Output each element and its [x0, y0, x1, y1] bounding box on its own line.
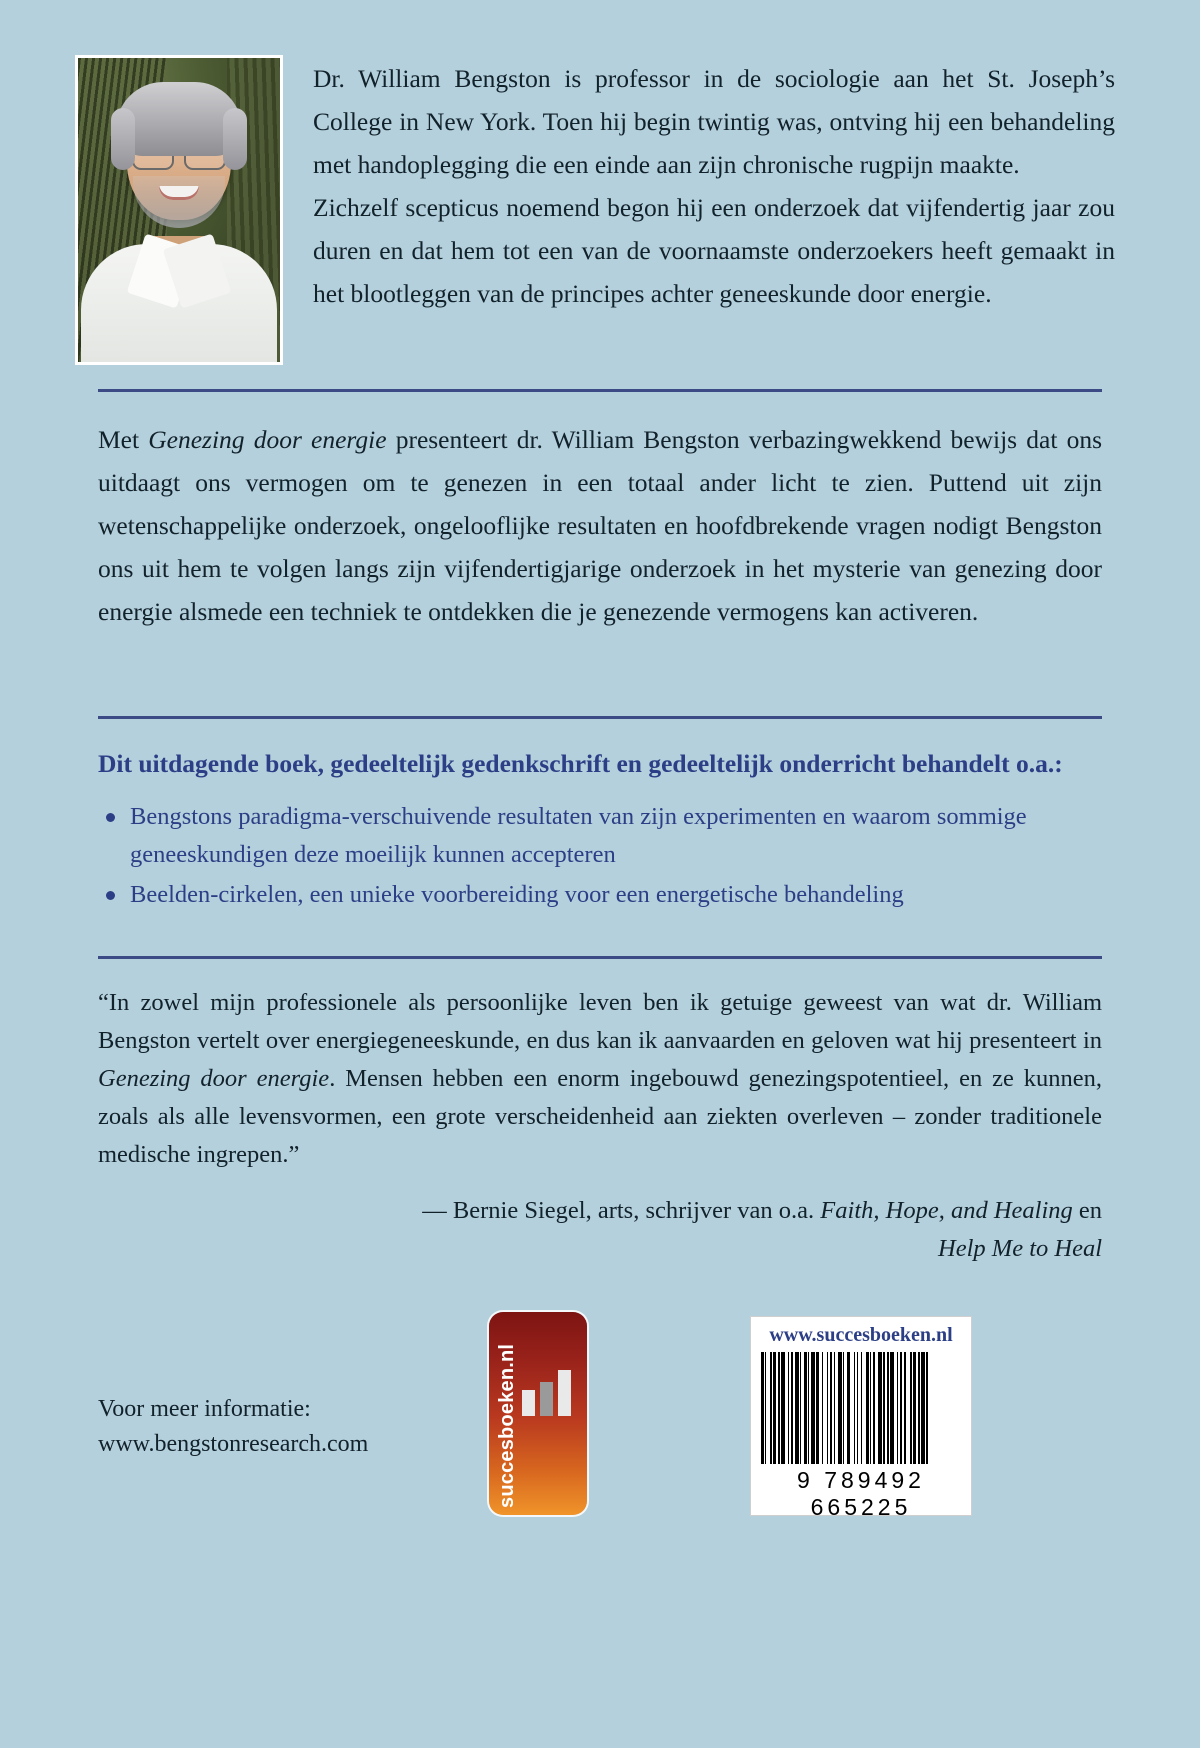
photo-hair-left	[111, 108, 135, 170]
author-photo	[75, 55, 283, 365]
testimonial-book-title: Genezing door energie	[98, 1065, 330, 1092]
author-bio-paragraph-1: Dr. William Bengston is professor in de sociologie aan het St. Joseph’s College in New York. Toen hij begin twintig was, ontving hij een behandeling met handoplegging die een einde aan zijn chronische rugpijn maakte.	[313, 64, 1115, 179]
contact-label: Voor meer informatie:	[98, 1396, 311, 1422]
testimonial-quote	[98, 984, 1102, 1174]
attribution-conjunction: en	[1072, 1197, 1102, 1224]
divider-rule-2	[98, 716, 1102, 719]
highlight-section	[98, 744, 1102, 916]
highlight-bullet-list	[98, 798, 1102, 914]
barcode-isbn-number: 9 789492 665225	[797, 1467, 925, 1520]
attribution-book-title-2: Help Me to Heal	[938, 1235, 1102, 1262]
attribution-book-title-1: Faith, Hope, and Healing	[820, 1197, 1073, 1224]
attribution-name: — Bernie Siegel, arts, schrijver van o.a.	[422, 1197, 821, 1224]
divider-rule-3	[98, 956, 1102, 959]
author-bio-paragraph-2: Zichzelf scepticus noemend begon hij een onderzoek dat vijfendertig jaar zou duren en dat hem tot een van de voornaamste onderzoekers heeft gemaakt in het blootleggen van de principes achter geneeskunde door energie.	[313, 193, 1115, 308]
blurb-book-title: Genezing door energie	[148, 425, 387, 454]
barcode-block	[750, 1316, 972, 1520]
barcode-bars-icon	[761, 1352, 961, 1464]
bullet-dot-icon	[106, 891, 115, 900]
photo-hair-right	[223, 108, 247, 170]
testimonial-text-part-2: . Mensen hebben een enorm ingebouwd genezingspotentieel, en ze kunnen, zoals als alle levensvormen, een grote verscheidenheid aan ziekten overleven – zonder traditionele medische ingrepen.”	[98, 1065, 1103, 1168]
testimonial-text-part-1: “In zowel mijn professionele als persoonlijke leven ben ik getuige geweest van wat dr. William Bengston vertelt over energiegeneeskunde, en dus kan ik aanvaarden en geloven wat hij presenteert in	[98, 989, 1102, 1054]
book-blurb	[98, 418, 1102, 633]
highlight-bullet-text: Bengstons paradigma-verschuivende resultaten van zijn experimenten en waarom sommige geneeskundigen deze moeilijk kunnen accepteren	[130, 803, 1027, 868]
blurb-lead: Met	[98, 425, 149, 454]
publisher-logo[interactable]	[489, 1312, 587, 1515]
publisher-logo-bars-icon	[522, 1370, 574, 1416]
contact-website[interactable]: www.bengstonresearch.com	[98, 1431, 369, 1457]
highlight-heading: Dit uitdagende boek, gedeeltelijk gedenkschrift en gedeeltelijk onderricht behandelt o.a.:	[98, 749, 1063, 778]
blurb-rest: presenteert dr. William Bengston verbazingwekkend bewijs dat ons uitdaagt ons vermogen om te genezen in een totaal ander licht te zien. Puttend uit zijn wetenschappelijke onderzoek, ongelooflijke resultaten en hoofdbrekende vragen nodigt Bengston ons uit hem te volgen langs zijn vijfendertigjarige onderzoek in het mysterie van genezing door energie alsmede een techniek te ontdekken die je genezende vermogens kan activeren.	[98, 425, 1102, 626]
contact-info	[98, 1392, 368, 1462]
highlight-bullet-text: Beelden-cirkelen, een unieke voorbereiding voor een energetische behandeling	[130, 881, 904, 908]
testimonial-attribution	[98, 1192, 1102, 1268]
bullet-dot-icon	[106, 813, 115, 822]
list-item	[98, 876, 1102, 914]
author-intro-block	[75, 55, 1115, 365]
publisher-logo-text: succesboeken.nl	[496, 1343, 518, 1508]
barcode-website: www.succesboeken.nl	[769, 1324, 953, 1346]
divider-rule-1	[98, 389, 1102, 392]
list-item	[98, 798, 1102, 874]
